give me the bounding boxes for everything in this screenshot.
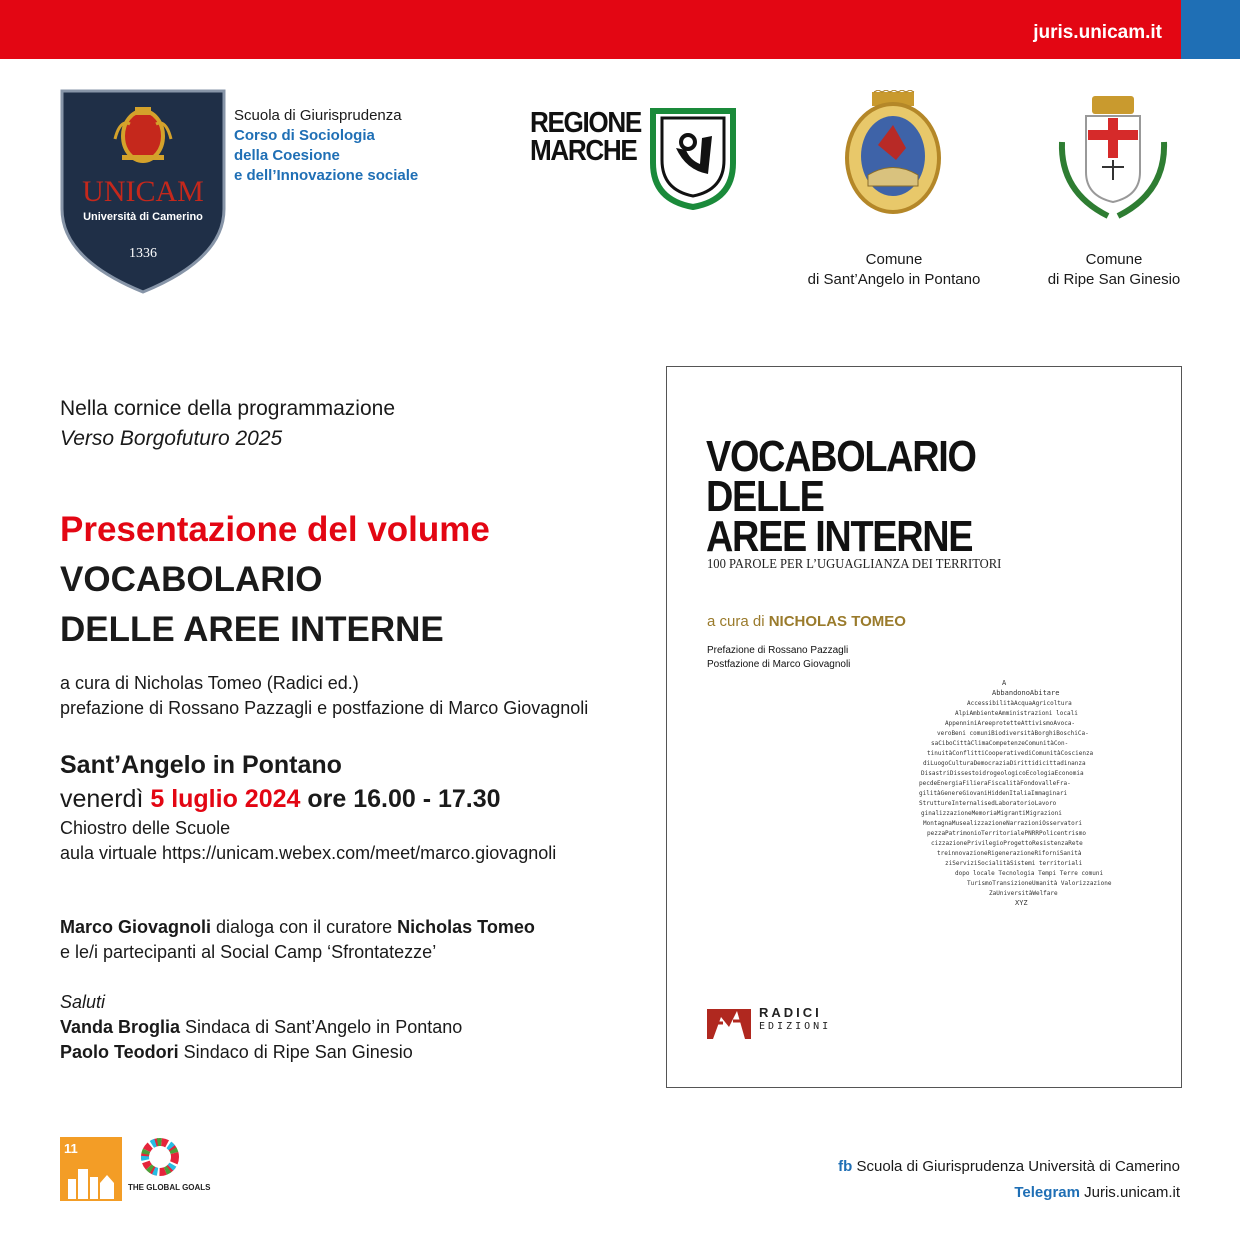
comune-ripe <box>1040 250 1188 290</box>
book-title-line-1: VOCABOLARIO <box>60 560 323 599</box>
svg-text:dopo locale Tecnologia Tempi T: dopo locale Tecnologia Tempi Terre comuni <box>955 870 1104 877</box>
cover-title <box>706 432 976 561</box>
word-cloud-globe-icon <box>907 677 1147 907</box>
sdg-11-icon <box>60 1137 122 1201</box>
comune-label: Comune <box>1085 251 1143 268</box>
unicam-year: 1336 <box>129 246 157 261</box>
dialog-line-2: e le/i partecipanti al Social Camp ‘Sfrontatezze’ <box>60 942 437 962</box>
publisher-logo <box>707 1003 847 1043</box>
headline <box>60 505 490 655</box>
dialog-line-1 <box>60 915 535 940</box>
facebook-line[interactable] <box>838 1154 1180 1180</box>
unicam-subtitle: Università di Camerino <box>83 211 203 223</box>
course-line-2: della Coesione <box>234 147 340 164</box>
facebook-label: fb <box>838 1158 853 1175</box>
comune-name: di Sant’Angelo in Pontano <box>807 271 981 288</box>
cover-title-line-3: AREE INTERNE <box>706 512 973 561</box>
event-datetime <box>60 783 501 815</box>
credits <box>60 671 588 721</box>
event-place: Sant’Angelo in Pontano <box>60 751 342 779</box>
book-title-line-2: DELLE AREE INTERNE <box>60 610 444 649</box>
editor-line: a cura di Nicholas Tomeo (Radici ed.) <box>60 673 359 693</box>
santangelo-crest-icon <box>840 90 946 220</box>
svg-text:TurismoTransizioneUmanità Valo: TurismoTransizioneUmanità Valorizzazione <box>967 880 1112 887</box>
svg-text:StruttureInternalisedLaborator: StruttureInternalisedLaboratorioLavoro <box>919 800 1057 807</box>
svg-text:AppenniniAreeprotetteAttivismo: AppenniniAreeprotetteAttivismoAvoca- <box>945 720 1076 727</box>
word-cloud-top: AbbandonoAbitare <box>992 689 1060 697</box>
greeting-2-name: Paolo Teodori <box>60 1042 179 1062</box>
cover-curator-prefix: a cura di <box>707 613 769 630</box>
cover-curator <box>707 613 906 630</box>
curator-name: Nicholas Tomeo <box>397 917 535 937</box>
venue-name: Chiostro delle Scuole <box>60 818 231 838</box>
course-line-3: e dell’Innovazione sociale <box>234 167 419 184</box>
top-bar-blue-block <box>1181 0 1240 59</box>
telegram-label: Telegram <box>1014 1184 1080 1201</box>
comune-name: di Ripe San Ginesio <box>1047 271 1181 288</box>
svg-text:MontagnaMusealizzazioneNarrazi: MontagnaMusealizzazioneNarrazioniOsservatori <box>923 820 1082 827</box>
svg-text:saCiboCittàClimaCompetenzeComu: saCiboCittàClimaCompetenzeComunitàCon- <box>931 740 1069 747</box>
cover-curator-name: NICHOLAS TOMEO <box>768 613 906 630</box>
school-info <box>234 106 418 186</box>
greetings-heading: Saluti <box>60 992 106 1012</box>
cover-title-line-2: DELLE <box>706 472 824 521</box>
marche-word: MARCHE <box>530 135 637 167</box>
event-date: 5 luglio 2024 <box>150 785 301 813</box>
greeting-1 <box>60 1015 462 1040</box>
svg-text:AlpiAmbienteAmministrazioni lo: AlpiAmbienteAmministrazioni locali <box>955 710 1078 717</box>
regione-marche-logo <box>530 108 736 210</box>
site-url[interactable]: juris.unicam.it <box>1033 22 1162 43</box>
event-day: venerdì <box>60 785 144 813</box>
unicam-name: UNICAM <box>82 175 204 208</box>
svg-text:cizzazionePrivilegioProgettoRe: cizzazionePrivilegioProgettoResistenzaRete <box>931 840 1083 847</box>
program-name: Verso Borgofuturo 2025 <box>60 427 283 450</box>
speaker-name: Marco Giovagnoli <box>60 917 212 937</box>
telegram-line[interactable] <box>838 1180 1180 1206</box>
regione-word: REGIONE <box>530 107 641 139</box>
cover-title-line-1: VOCABOLARIO <box>706 432 976 481</box>
telegram-text: Juris.unicam.it <box>1079 1184 1180 1201</box>
cover-subtitle: 100 PAROLE PER L’UGUAGLIANZA DEI TERRITORI <box>707 557 1002 572</box>
greetings <box>60 990 462 1065</box>
greeting-1-name: Vanda Broglia <box>60 1017 181 1037</box>
svg-text:treinnovazioneRigenerazioneRif: treinnovazioneRigenerazioneRiforniSanità <box>937 850 1082 857</box>
publisher-sub: EDIZIONI <box>759 1021 832 1032</box>
svg-text:pezzaPatrimonioTerritorialePNR: pezzaPatrimonioTerritorialePNRRPolicentrismo <box>927 830 1086 837</box>
facebook-text: Scuola di Giurisprudenza Università di Camerino <box>852 1158 1180 1175</box>
event-time: ore 16.00 - 17.30 <box>307 785 501 813</box>
event-venue <box>60 816 556 866</box>
intro <box>60 394 395 454</box>
cover-prefaces <box>707 644 850 672</box>
word-cloud-bottom: XYZ <box>1015 899 1028 907</box>
svg-text:DisastriDissestoidrogeologicoE: DisastriDissestoidrogeologicoEcologiaEconomia <box>921 770 1084 777</box>
global-goals-label: THE GLOBAL GOALS <box>128 1183 211 1192</box>
dialog-text: dialoga con il curatore <box>211 917 398 937</box>
book-cover <box>666 366 1182 1088</box>
school-name: Scuola di Giurisprudenza <box>234 107 402 124</box>
course-line-1: Corso di Sociologia <box>234 127 375 144</box>
greeting-2 <box>60 1040 462 1065</box>
svg-text:pecdeEnergiaFilieraFiscalitàFo: pecdeEnergiaFilieraFiscalitàFondovalleFra- <box>919 780 1071 787</box>
ripe-crest-icon <box>1052 92 1174 224</box>
publisher-name: RADICI <box>759 1005 822 1020</box>
svg-text:veroBeni comuniBiodiversitàBor: veroBeni comuniBiodiversitàBorghiBoschiCa- <box>937 730 1089 737</box>
comune-label: Comune <box>865 251 923 268</box>
sdg-number: 11 <box>64 1141 78 1156</box>
top-bar <box>0 0 1240 59</box>
radici-logo-icon <box>707 1003 753 1041</box>
global-goals-logo <box>128 1137 211 1205</box>
dialog-info <box>60 915 535 965</box>
sdg-wheel-icon <box>140 1137 180 1177</box>
virtual-room-link[interactable]: aula virtuale https://unicam.webex.com/meet/marco.giovagnoli <box>60 843 557 863</box>
cover-preface: Prefazione di Rossano Pazzagli <box>707 645 849 656</box>
svg-text:ZaUniversitàWelfare: ZaUniversitàWelfare <box>989 890 1058 897</box>
unicam-logo <box>60 89 226 294</box>
svg-text:ginalizzazioneMemoriaMigrantiM: ginalizzazioneMemoriaMigrantiMigrazioni <box>921 810 1062 817</box>
headline-kicker: Presentazione del volume <box>60 510 490 549</box>
cover-postface: Postfazione di Marco Giovagnoli <box>707 659 851 670</box>
intro-line: Nella cornice della programmazione <box>60 397 395 420</box>
svg-text:A: A <box>1002 679 1007 687</box>
svg-text:ziServiziSocialitàSistemi terr: ziServiziSocialitàSistemi territoriali <box>945 860 1083 867</box>
comune-santangelo <box>798 250 990 290</box>
preface-line: prefazione di Rossano Pazzagli e postfazione di Marco Giovagnoli <box>60 698 589 718</box>
svg-text:diLuogoCulturaDemocraziaDiritt: diLuogoCulturaDemocraziaDirittidicittadinanza <box>923 760 1086 767</box>
city-icon <box>66 1163 116 1199</box>
greeting-1-role: Sindaca di Sant’Angelo in Pontano <box>180 1017 463 1037</box>
svg-text:gilitàGenereGiovaniHiddenItali: gilitàGenereGiovaniHiddenItaliaImmaginari <box>919 790 1068 797</box>
footer-social <box>838 1154 1180 1206</box>
greeting-2-role: Sindaco di Ripe San Ginesio <box>178 1042 413 1062</box>
svg-text:AccessibilitàAcquaAgricoltura: AccessibilitàAcquaAgricoltura <box>967 700 1072 707</box>
svg-text:tinuitàConflittiCooperativediC: tinuitàConflittiCooperativediComunitàCoscienza <box>927 750 1094 757</box>
regione-emblem-icon <box>650 108 736 210</box>
